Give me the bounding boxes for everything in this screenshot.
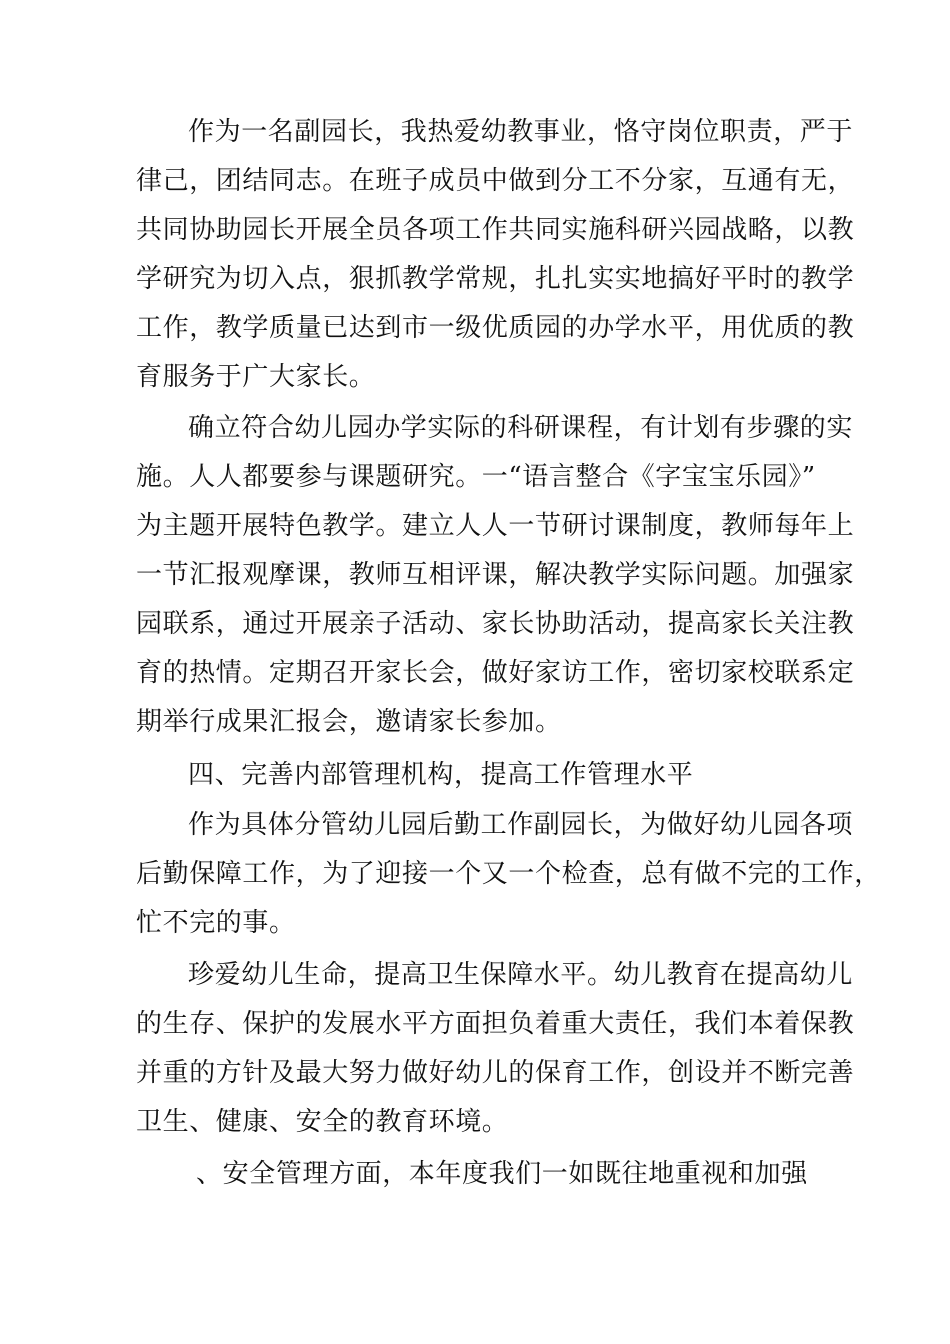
- paragraph-4-line-3: 并重的方针及最大努力做好幼儿的保育工作，创设并不断完善: [136, 1058, 855, 1088]
- paragraph-2-line-7: 期举行成果汇报会，邀请家长参加。: [136, 707, 562, 737]
- paragraph-3-line-1: 作为具体分管幼儿园后勤工作副园长，为做好幼儿园各项: [188, 810, 854, 840]
- paragraph-4-line-4: 卫生、健康、安全的教育环境。: [136, 1107, 509, 1137]
- paragraph-1-line-1: 作为一名副园长，我热爱幼教事业，恪守岗位职责，严于: [188, 117, 854, 147]
- paragraph-2-line-6: 育的热情。定期召开家长会，做好家访工作，密切家校联系定: [136, 658, 855, 688]
- paragraph-1-line-4: 学研究为切入点，狠抓教学常规，扎扎实实地搞好平时的教学: [136, 264, 855, 294]
- paragraph-1-line-3: 共同协助园长开展全员各项工作共同实施科研兴园战略，以教: [136, 215, 855, 245]
- paragraph-1-line-5: 工作，教学质量已达到市一级优质园的办学水平，用优质的教: [136, 313, 855, 343]
- paragraph-3-line-3: 忙不完的事。: [136, 908, 296, 938]
- section-heading: 四、完善内部管理机构，提高工作管理水平: [188, 760, 694, 790]
- paragraph-3-line-2: 后勤保障工作，为了迎接一个又一个检查，总有做不完的工作，: [136, 859, 881, 889]
- paragraph-4-line-1: 珍爱幼儿生命，提高卫生保障水平。幼儿教育在提高幼儿: [188, 960, 854, 990]
- paragraph-5-line-1: 、安全管理方面，本年度我们一如既往地重视和加强: [196, 1159, 808, 1189]
- paragraph-2-line-2: 施。人人都要参与课题研究。一“语言整合《字宝宝乐园》”: [136, 462, 816, 492]
- paragraph-2-line-3: 为主题开展特色教学。建立人人一节研讨课制度，教师每年上: [136, 511, 855, 541]
- paragraph-2-line-4: 一节汇报观摩课，教师互相评课，解决教学实际问题。加强家: [136, 560, 855, 590]
- paragraph-4-line-2: 的生存、保护的发展水平方面担负着重大责任，我们本着保教: [136, 1009, 855, 1039]
- paragraph-2-line-1: 确立符合幼儿园办学实际的科研课程，有计划有步骤的实: [188, 413, 854, 443]
- paragraph-1-line-6: 育服务于广大家长。: [136, 362, 376, 392]
- paragraph-1-line-2: 律己，团结同志。在班子成员中做到分工不分家，互通有无，: [136, 166, 855, 196]
- paragraph-2-line-5: 园联系，通过开展亲子活动、家长协助活动，提高家长关注教: [136, 609, 855, 639]
